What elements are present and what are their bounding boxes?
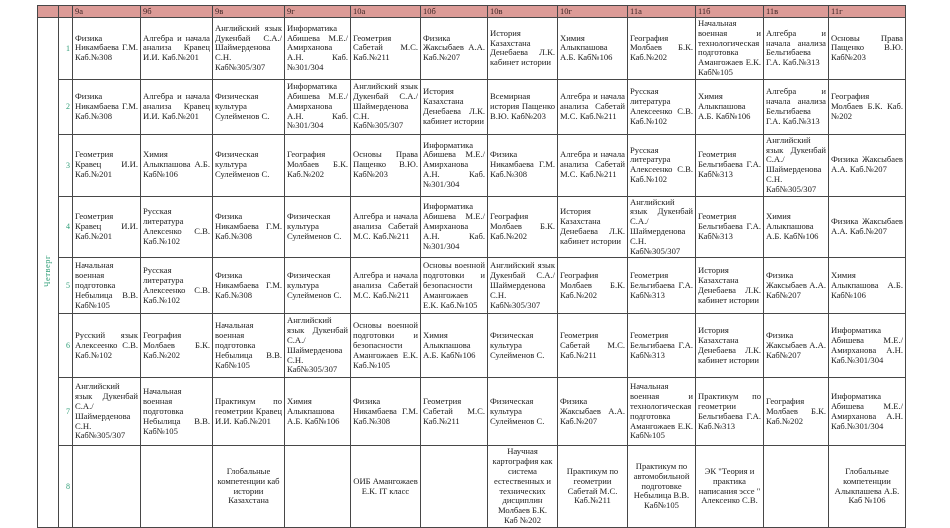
schedule-cell-11а-2: Русская литература Алексеенко С.В. Каб.№102 [628,79,696,134]
schedule-cell-10в-6: Физическая культура Сулейменов С. [488,314,558,378]
schedule-cell-10г-5: География Молбаев Б.К. Каб.№202 [558,258,628,314]
lesson-row-8 [38,446,906,527]
schedule-cell-10б-2: История Казахстана Денебаева Л.К. кабинет истории [421,79,488,134]
schedule-cell-9б-2: Алгебра и начала анализа Кравец И.И. Каб.№201 [141,79,213,134]
schedule-cell-9в-4: Физика Никамбаева Г.М. Каб.№308 [213,196,285,258]
schedule-cell-9б-8 [141,446,213,527]
header-num-corner [59,6,73,18]
schedule-cell-10а-4: Алгебра и начала анализа Сабетай М.С. Каб.№211 [351,196,421,258]
schedule-cell-10б-8 [421,446,488,527]
schedule-cell-10б-4: Информатика Абишева М.Е./ Амирханова А.Н. Каб.№301/304 [421,196,488,258]
column-header-9г: 9г [285,6,351,18]
schedule-cell-9в-6: Начальная военная подготовка Небылица В.В. Каб№105 [213,314,285,378]
schedule-cell-9г-2: Информатика Абишева М.Е./ Амирханова А.Н. Каб.№301/304 [285,79,351,134]
schedule-cell-11а-5: Геометрия Бельгибаева Г.А. Каб№313 [628,258,696,314]
schedule-cell-9б-4: Русская литература Алексенко С.В. Каб.№102 [141,196,213,258]
schedule-cell-10а-7: Физика Никамбаева Г.М. Каб.№308 [351,378,421,446]
schedule-cell-10а-1: Геометрия Сабетай М.С. Каб.№211 [351,18,421,80]
schedule-cell-11б-2: Химия Алыкпашова А.Б. Каб№106 [696,79,764,134]
row-number: 3 [59,134,73,196]
column-header-11а: 11а [628,6,696,18]
schedule-cell-10а-3: Основы Права Пащенко В.Ю. Каб№203 [351,134,421,196]
schedule-cell-11в-2: Алгебра и начала анализа Бельгибаева Г.А. Каб.№313 [764,79,829,134]
schedule-cell-10б-7: Геометрия Сабетай М.С. Каб.№211 [421,378,488,446]
schedule-cell-9в-2: Физическая культура Сулейменов С. [213,79,285,134]
schedule-cell-10а-6: Основы военной подготовки и безопасности Амангожаев Е.К. Каб.№105 [351,314,421,378]
timetable-body [38,18,906,528]
schedule-cell-11г-1: Основы Права Пащенко В.Ю. Каб№203 [829,18,906,80]
schedule-cell-11а-3: Русская литература Алексеенко С.В. Каб.№102 [628,134,696,196]
row-number: 7 [59,378,73,446]
schedule-cell-10в-4: География Молбаев Б.К. Каб.№202 [488,196,558,258]
schedule-cell-10г-7: Физика Жаксыбаев А.А. Каб.№207 [558,378,628,446]
schedule-cell-11в-8 [764,446,829,527]
schedule-cell-9б-7: Начальная военная подготовка Небылица В.В. Каб№105 [141,378,213,446]
header-row [38,6,906,18]
column-header-10б: 10б [421,6,488,18]
schedule-cell-9г-6: Английский язык Дукенбай С.А./ Шаймерденова С.Н. Каб№305/307 [285,314,351,378]
schedule-cell-9а-8 [73,446,141,527]
column-header-10г: 10г [558,6,628,18]
column-header-9в: 9в [213,6,285,18]
schedule-cell-10б-6: Химия Алыкпашова А.Б. Каб№106 [421,314,488,378]
schedule-cell-11в-7: География Молбаев Б.К. Каб.№202 [764,378,829,446]
column-header-9а: 9а [73,6,141,18]
header-day-corner [38,6,59,18]
schedule-cell-11б-6: История Казахстана Денебаева Л.К. кабинет истории [696,314,764,378]
schedule-cell-9г-7: Химия Алыкпашова А.Б. Каб№106 [285,378,351,446]
schedule-cell-9в-3: Физическая культура Сулейменов С. [213,134,285,196]
column-header-11в: 11в [764,6,829,18]
schedule-cell-9в-1: Английский язык Дукенбай С.А./ Шаймерденова С.Н. Каб№305/307 [213,18,285,80]
schedule-cell-9а-5: Начальная военная подготовка Небылица В.В. Каб№105 [73,258,141,314]
schedule-cell-11а-7: Начальная военная и технологическая подготовка Амангожаев Е.К. Каб№105 [628,378,696,446]
lesson-row-6 [38,314,906,378]
schedule-cell-11г-7: Информатика Абишева М.Е./ Амирханова А.Н. Каб.№301/304 [829,378,906,446]
schedule-cell-10г-1: Химия Алыкпашова А.Б. Каб№106 [558,18,628,80]
schedule-cell-9а-1: Физика Никамбаева Г.М. Каб.№308 [73,18,141,80]
timetable-sheet [37,5,906,528]
lesson-row-1 [38,18,906,80]
lesson-row-5 [38,258,906,314]
lesson-row-3 [38,134,906,196]
schedule-cell-10в-1: История Казахстана Денебаева Л.К. кабинет истории [488,18,558,80]
schedule-cell-11б-4: Геометрия Бельгибаева Г.А. Каб№313 [696,196,764,258]
column-header-11б: 11б [696,6,764,18]
schedule-cell-11в-6: Физика Жаксыбаев А.А. Каб№207 [764,314,829,378]
day-cell [38,18,59,528]
schedule-cell-10а-2: Английский язык Дукенбай С.А./ Шаймерденова С.Н. Каб№305/307 [351,79,421,134]
row-number: 8 [59,446,73,527]
schedule-cell-11в-4: Химия Алыкпашова А.Б. Каб№106 [764,196,829,258]
schedule-cell-9а-4: Геометрия Кравец И.И. Каб.№201 [73,196,141,258]
row-number: 1 [59,18,73,80]
row-number: 2 [59,79,73,134]
schedule-cell-11б-1: Начальная военная и технологическая подготовка Амангожаев Е.К. Каб№105 [696,18,764,80]
schedule-cell-11г-5: Химия Алыкпашова А.Б. Каб№106 [829,258,906,314]
schedule-cell-9г-3: География Молбаев Б.К. Каб.№202 [285,134,351,196]
timetable [37,5,906,528]
schedule-cell-9б-6: География Молбаев Б.К. Каб.№202 [141,314,213,378]
lesson-row-4 [38,196,906,258]
schedule-cell-11б-8: ЭК "Теория и практика написания эссе " Алексенко С.В. [696,446,764,527]
row-number: 5 [59,258,73,314]
schedule-cell-10г-6: Геометрия Сабетай М.С. Каб.№211 [558,314,628,378]
schedule-cell-9а-7: Английский язык Дукенбай С.А./ Шаймерденова С.Н. Каб№305/307 [73,378,141,446]
schedule-cell-11г-2: География Молбаев Б.К. Каб.№202 [829,79,906,134]
schedule-cell-9б-3: Химия Алыкпашова А.Б. Каб№106 [141,134,213,196]
schedule-cell-9г-5: Физическая культура Сулейменов С. [285,258,351,314]
schedule-cell-10в-5: Английский язык Дукенбай С.А./ Шаймерденова С.Н. Каб№305/307 [488,258,558,314]
schedule-cell-9в-5: Физика Никамбаева Г.М. Каб.№308 [213,258,285,314]
schedule-cell-9б-1: Алгебра и начала анализа Кравец И.И. Каб.№201 [141,18,213,80]
schedule-cell-11а-4: Английский язык Дукенбай С.А./ Шаймерденова С.Н. Каб№305/307 [628,196,696,258]
schedule-cell-9г-4: Физическая культура Сулейменов С. [285,196,351,258]
schedule-cell-10б-5: Основы военной подготовки и безопасности Амангожаев Е.К. Каб.№105 [421,258,488,314]
schedule-cell-10б-1: Физика Жаксыбаев А.А. Каб.№207 [421,18,488,80]
schedule-cell-11а-8: Практикум по автомобильной подготовке Небылица В.В. Каб№105 [628,446,696,527]
column-header-10в: 10в [488,6,558,18]
schedule-cell-11а-6: Геометрия Бельгибаева Г.А. Каб№313 [628,314,696,378]
day-label: Четверг [42,254,53,287]
schedule-cell-10г-2: Алгебра и начала анализа Сабетай М.С. Каб.№211 [558,79,628,134]
schedule-cell-10в-2: Всемирная история Пащенко В.Ю. Каб№203 [488,79,558,134]
schedule-cell-9а-6: Русский язык Алексеенко С.В. Каб.№102 [73,314,141,378]
schedule-cell-11в-5: Физика Жаксыбаев А.А. Каб№207 [764,258,829,314]
schedule-cell-11в-1: Алгебра и начала анализа Бельгибаева Г.А. Каб.№313 [764,18,829,80]
schedule-cell-11в-3: Английский язык Дукенбай С.А./ Шаймерденова С.Н. Каб№305/307 [764,134,829,196]
column-header-9б: 9б [141,6,213,18]
row-number: 6 [59,314,73,378]
column-header-10а: 10а [351,6,421,18]
schedule-cell-10г-4: История Казахстана Денебаева Л.К. кабинет истории [558,196,628,258]
schedule-cell-9б-5: Русская литература Алексеенко С.В. Каб.№102 [141,258,213,314]
schedule-cell-9а-3: Геометрия Кравец И.И. Каб.№201 [73,134,141,196]
schedule-cell-11г-4: Физика Жаксыбаев А.А. Каб.№207 [829,196,906,258]
schedule-cell-9г-8 [285,446,351,527]
schedule-cell-11г-6: Информатика Абишева М.Е./ Амирханова А.Н. Каб.№301/304 [829,314,906,378]
schedule-cell-9в-8: Глобальные компетенции каб истории Казахстана [213,446,285,527]
schedule-cell-9г-1: Информатика Абишева М.Е./ Амирханова А.Н. Каб.№301/304 [285,18,351,80]
schedule-cell-10г-3: Алгебра и начала анализа Сабетай М.С. Каб.№211 [558,134,628,196]
schedule-cell-10в-8: Научная картография как система естественных и технических дисциплин Молбаев Б.К. Каб №202 [488,446,558,527]
schedule-cell-10г-8: Практикум по геометрии Сабетай М.С. Каб.№211 [558,446,628,527]
schedule-cell-11б-3: Геометрия Бельгибаева Г.А. Каб№313 [696,134,764,196]
schedule-cell-9а-2: Физика Никамбаева Г.М. Каб.№308 [73,79,141,134]
schedule-cell-10б-3: Информатика Абишева М.Е./ Амирханова А.Н. Каб.№301/304 [421,134,488,196]
schedule-cell-9в-7: Практикум по геометрии Кравец И.И. Каб.№201 [213,378,285,446]
schedule-cell-10а-5: Алгебра и начала анализа Сабетай М.С. Каб.№211 [351,258,421,314]
schedule-cell-11а-1: География Молбаев Б.К. Каб.№202 [628,18,696,80]
schedule-cell-11г-3: Физика Жаксыбаев А.А. Каб.№207 [829,134,906,196]
lesson-row-7 [38,378,906,446]
schedule-cell-11б-5: История Казахстана Денебаева Л.К. кабинет истории [696,258,764,314]
column-header-11г: 11г [829,6,906,18]
schedule-cell-10в-7: Физическая культура Сулейменов С. [488,378,558,446]
schedule-cell-11г-8: Глобальные компетенции Алыкпашева А.Б. Каб №106 [829,446,906,527]
lesson-row-2 [38,79,906,134]
schedule-cell-10а-8: ОИБ Амангожаев Е.К. IT класс [351,446,421,527]
row-number: 4 [59,196,73,258]
schedule-cell-10в-3: Физика Никамбаева Г.М. Каб.№308 [488,134,558,196]
schedule-cell-11б-7: Практикум по геометрии Бельгибаева Г.А. Каб.№313 [696,378,764,446]
